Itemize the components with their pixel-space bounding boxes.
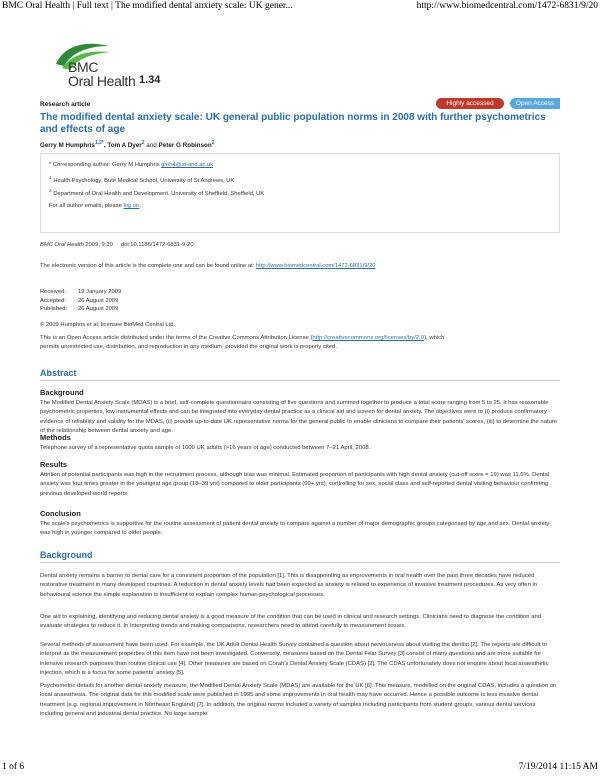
abstract-background-text: The Modified Dental Anxiety Scale (MDAS) is a brief, self-complete questionnaire consisting of five questions and summed together to produce a total score ranging from 5 to 25. It has reasonable psychometric properties, low instrumental effects and can be integrated into everyday dental practice as a clinical aid and screen for dental anxiety. The objectives were to (i) produce confirmatory evidence of reliability and validity for the MDAS, (ii) provide up-to-date UK representative norms for the general public to enable clinicians to compare their patients' scores, (iii) to determine the nature of the relationship between dental anxiety and age. (40, 400, 558, 434)
abstract-results-heading: Results (40, 460, 68, 469)
abstract-heading: Abstract (40, 368, 560, 381)
journal-name-line1: BMC (68, 59, 99, 75)
article-url-link[interactable]: http://www.biomedcentral.com/1472-6831/9/20 (255, 263, 376, 269)
corresponding-email-link[interactable]: gmh4@st-and.ac.uk (161, 162, 214, 168)
all-emails-note: For all author emails, please log on. (49, 203, 141, 209)
author-link[interactable]: , Tom A Dyer (103, 142, 142, 150)
copyright: © 2009 Humphris et al; licensee BioMed Central Ltd. (40, 322, 176, 328)
open-access-badge[interactable]: Open Access (510, 98, 560, 109)
abstract-conclusion-heading: Conclusion (40, 509, 81, 518)
article-dates: Received: 19 January 2009 Accepted: 26 August 2009 Published: 26 August 2009 (40, 289, 122, 312)
abstract-methods-text: Telephone survey of a representative quota sample of 1000 UK adults (>16 years of age) conducted between 7–21 April, 2008. (40, 445, 371, 451)
license-text: This is an Open Access article distributed under the terms of the Creative Commons Attribution License (http://creativecommons.org/licenses/by/2.0), which permits unrestricted use, distribution, and reproduction in any medium, provided the original work is properly cited. (40, 335, 445, 351)
abstract-background-heading: Background (40, 388, 84, 397)
print-timestamp: 7/19/2014 11:15 AM (518, 762, 598, 772)
abstract-conclusion-text: The scale's psychometrics is supportive for the routine assessment of patient dental anxiety to compare against a number of major demographic groups categorised by age and sex. Dental anxiety was high in younger compared to older people. (40, 521, 550, 537)
log-on-link[interactable]: log on (123, 203, 140, 209)
journal-logo[interactable] (54, 42, 204, 97)
page-number: 1 of 6 (2, 762, 25, 772)
accepted-date: 26 August 2009 (78, 297, 119, 304)
background-paragraph-3: Several methods of assessment have been used. For example, the UK Adult Dental Health Survey contained a question about nervousness about visiting the dentist [2]. The reports are difficult to interpret as the measurement properties of this item have not been investigated. Conversely, measures based on the Dental Fear Survey [3] consist of many questions and are more suitable for intensive research purposes than routine clinical use [4]. Other measures are based on Corah's Dental Anxiety Scale (CDAS) [2]. The CDAS unfortunately does not enquire about local anaesthetic injection, which is a focus for some patients' anxiety [5]. (40, 642, 549, 676)
highly-accessed-badge[interactable]: Highly accessed (436, 98, 504, 109)
author-list (40, 140, 215, 149)
abstract-results-text: Attrition of potential participants was high in the recruitment process, although bias was minimal. Estimated proportion of participants with high dental anxiety (cut-off score = 19) was 11.6%. Dental anxiety was four times greater in the youngest age group (18–39 yrs) compared to older participants (60+ yrs), controlling for sex, social class and self-reported dental visiting behaviour confirming previous developed-world reports. (40, 472, 550, 497)
published-date: 26 August 2009 (78, 306, 119, 312)
citation-journal: BMC Oral Health (40, 242, 84, 248)
article-title: The modified dental anxiety scale: UK general public population norms in 2008 with further psychometrics and effects of age (40, 112, 546, 135)
background-heading: Background (40, 550, 560, 563)
affiliation-1: $^1$ Health Psychology, Bute Medical School, University of St Andrews, UK (49, 176, 235, 184)
author-link[interactable]: Peter G Robinson (158, 142, 212, 150)
citation-doi: doi:10.1186/1472-6831-9-20 (120, 242, 194, 248)
citation-line (40, 242, 194, 248)
background-paragraph-4: Psychometric details for another dental anxiety measure, the Modified Dental Anxiety Scale (MDAS) are available for the UK [6]. This measure, modelled on the original CDAS, includes a question on local anaesthesia. The original data for this modified scale were published in 1995 and some improvements in oral health may have occurred. Hence a possible outcome is less invasive dental treatment (e.g. regional improvement in Northeast England) [7]. In addition, the original norms included a variety of samples including participants from student groups, various dental services including general and industrial dental practice. No large sample (40, 683, 557, 717)
print-header-title: BMC Oral Health | Full text | The modified dental anxiety scale: UK gener... (2, 1, 293, 11)
background-paragraph-1: Dental anxiety remains a barrier to dental care for a consistent proportion of the population [1]. This is disappointing as improvements in oral health over the past three decades have reduced restorative treatment in many developed countries. A reduction in dental anxiety levels had been expected as anxiety is related to experience of invasive treatment procedures. As very often in behavioural science the simple explanation is insufficient to explain complex human psychological processes. (40, 573, 538, 598)
citation-volume: 2009, 9:20 (83, 242, 113, 248)
journal-name-line2: Oral Health (68, 73, 136, 89)
corresponding-author: * Corresponding author: Gerry M Humphris gmh4@st-and.ac.uk (49, 162, 214, 168)
print-footer (0, 762, 600, 776)
affiliations-box (40, 153, 560, 233)
impact-factor: 1.34 (139, 74, 161, 86)
received-date: 19 January 2009 (78, 289, 122, 295)
electronic-version: The electronic version of this article is the complete one and can be found online at: http://www.biomedcentral.com/1472-6831/9/20 (40, 263, 376, 269)
print-header (0, 0, 600, 14)
article-type: Research article (40, 101, 91, 108)
affiliation-marker: 2 (211, 140, 215, 146)
license-link[interactable]: http://creativecommons.org/licenses/by/2.0 (312, 335, 425, 341)
abstract-methods-heading: Methods (40, 433, 71, 442)
affiliation-marker: 2 (141, 140, 145, 146)
affiliation-2: $^2$ Department of Oral Health and Development, University of Sheffield, Sheffield, UK (49, 189, 265, 197)
author-separator: and (144, 142, 159, 150)
author-link[interactable]: Gerry M Humphris (40, 142, 95, 150)
affiliation-marker: 1,2* (94, 140, 104, 146)
background-paragraph-2: One aid to explaining, identifying and reducing dental anxiety is a good measure of the condition that can be used in clinical and research settings. Clinicians need to diagnose the condition and evaluate strategies to reduce it. In interpreting trends and making comparisons, researchers need to attend carefully to measurement issues. (40, 614, 542, 630)
print-header-url: http://www.biomedcentral.com/1472-6831/9/20 (416, 1, 598, 11)
